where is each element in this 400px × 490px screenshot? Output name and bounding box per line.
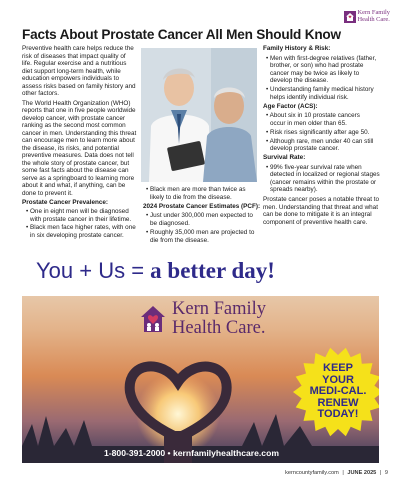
renew-badge-text: KEEP YOUR MEDI-CAL. RENEW TODAY! — [309, 362, 367, 420]
bullet-text: be diagnosed. — [150, 219, 190, 227]
intro-line: other factors. — [22, 90, 60, 97]
who-line: some fast facts about the disease can — [22, 167, 129, 174]
who-line: develop cancer, with prostate cancer — [22, 114, 125, 122]
who-line: cancer in men. Understanding this threat — [22, 129, 137, 137]
ad-headline: You + Us = a better day! — [36, 258, 275, 283]
bullet-text: • Men with first-degree relatives (father, — [266, 54, 377, 62]
who-line: The World Health Organization (WHO) — [22, 99, 131, 107]
closing-line: can be done to mitigate it is an integral — [263, 211, 372, 218]
ad-logo — [140, 300, 266, 338]
estimates-heading: 2024 Prostate Cancer Estimates (PCF): — [143, 202, 261, 210]
header-logo-line2: Health Care. — [357, 15, 390, 23]
intro-line: assess risks based on family history and — [22, 82, 136, 90]
bullet-text: spreads nearby). — [270, 186, 318, 193]
closing-line: Prostate cancer poses a notable threat to — [263, 196, 380, 203]
ad-logo-line2: Health Care. — [172, 318, 266, 338]
bullet-text: detected in localized or regional stages — [270, 171, 380, 178]
bullet-text: cancer may be twice as likely to — [270, 69, 360, 77]
who-line: reports that one in five people worldwide — [22, 107, 136, 114]
who-line: the disease, its risks, and potential — [22, 144, 119, 152]
who-line: about it and what, if anything, can be — [22, 182, 126, 189]
bullet-text: • One in eight men will be diagnosed — [26, 208, 129, 215]
article-title: Facts About Prostate Cancer All Men Should Know — [22, 27, 341, 42]
who-line: ranking as the second most common — [22, 122, 126, 129]
bullet-text: occur in men older than 65. — [270, 119, 347, 127]
closing-line: men. Understanding that threat and what — [263, 203, 378, 211]
bullet-text: • 99% five-year survival rate when — [266, 163, 362, 171]
doctor-patient-illustration — [141, 48, 257, 182]
kern-family-logo-icon — [344, 11, 356, 23]
intro-line: life. Regular exercise and a nutritious — [22, 60, 127, 67]
doctor-patient-photo — [141, 48, 257, 182]
intro-line: diet support long-term health, while — [22, 67, 121, 75]
bullet-text: • Black men face higher rates, with one — [26, 224, 136, 231]
bullet-text: • Understanding family medical history — [266, 86, 374, 93]
bullet-text: brother, or son) who had prostate — [270, 62, 364, 69]
footer-site[interactable]: kerncountyfamily.com — [285, 470, 339, 476]
intro-line: education empowers individuals to — [22, 75, 119, 82]
ad-logo-line1: Kern Family — [172, 299, 267, 319]
intro-line: Preventive health care helps reduce the — [22, 45, 134, 52]
who-line: preventive measures. Data does not tell — [22, 152, 134, 159]
bullet-text: • About six in 10 prostate cancers — [266, 112, 360, 119]
closing-line: component of preventive health care. — [263, 218, 368, 226]
who-line: serve as a springboard to learning more — [22, 174, 135, 182]
bullet-text: in six developing prostate cancer. — [30, 231, 124, 239]
bullet-text: (cancer remains within the prostate or — [270, 178, 377, 186]
bullet-text: develop prostate cancer. — [270, 145, 340, 152]
bullet-text: • Although rare, men under 40 can still — [266, 137, 374, 145]
ad-contact-link[interactable]: 1-800-391-2000 • kernfamilyhealthcare.com — [104, 448, 279, 458]
page-footer: kerncountyfamily.com | JUNE 2025 | 9 — [285, 470, 388, 476]
bullet-text: develop the disease. — [270, 77, 329, 84]
survival-heading: Survival Rate: — [263, 154, 306, 161]
page-number: 9 — [384, 470, 388, 476]
who-line: done to prevent it. — [22, 189, 73, 197]
family-history-heading: Family History & Risk: — [263, 45, 331, 52]
header-logo-line1: Kern Family — [357, 9, 390, 16]
intro-line: risk of diseases that impact quality of — [22, 52, 126, 60]
kern-family-advertisement[interactable] — [22, 250, 379, 463]
bullet-text: helps identify individual risk. — [270, 93, 349, 101]
bullet-text: • Risk rises significantly after age 50. — [266, 128, 370, 136]
age-factor-heading: Age Factor (ACS): — [263, 102, 318, 110]
bullet-text: • Roughly 35,000 men are projected to — [146, 229, 255, 236]
header-logo — [344, 10, 390, 23]
bullet-text: • Just under 300,000 men expected to — [146, 212, 253, 219]
bullet-text: • Black men are more than twice as — [146, 186, 246, 193]
who-line: can encourage men to learn more about — [22, 137, 135, 144]
kern-family-house-heart-icon — [140, 305, 166, 333]
bullet-text: die from the disease. — [150, 236, 209, 244]
footer-issue: JUNE 2025 — [347, 470, 377, 476]
prevalence-heading: Prostate Cancer Prevalence: — [22, 198, 109, 206]
bullet-text: with prostate cancer in their lifetime. — [30, 215, 132, 223]
who-line: the whole story of prostate cancer, but — [22, 159, 130, 167]
bullet-text: likely to die from the disease. — [150, 193, 232, 201]
